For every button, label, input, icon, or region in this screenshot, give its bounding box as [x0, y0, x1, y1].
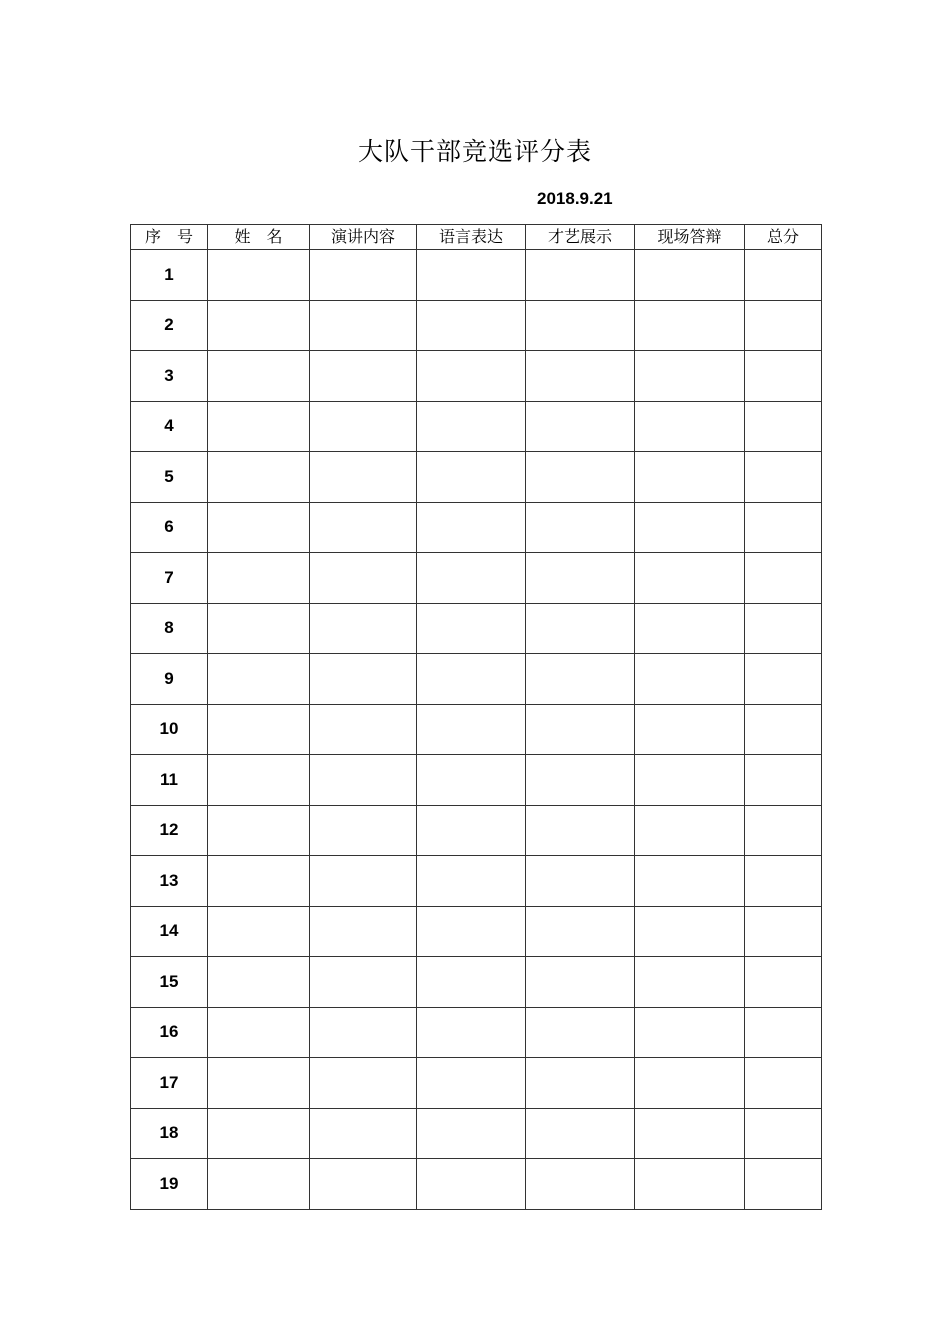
talent-show-cell[interactable]: [526, 351, 635, 402]
table-body: [131, 250, 822, 1210]
seq-cell: 17: [131, 1058, 208, 1109]
talent-show-cell[interactable]: [526, 654, 635, 705]
live-qa-cell[interactable]: [635, 502, 745, 553]
live-qa-cell[interactable]: [635, 856, 745, 907]
total-score-cell[interactable]: [745, 502, 822, 553]
language-expression-cell[interactable]: [417, 401, 526, 452]
language-expression-cell[interactable]: [417, 1058, 526, 1109]
seq-cell: 7: [131, 553, 208, 604]
table-row: [131, 603, 822, 654]
name-cell[interactable]: [208, 957, 310, 1008]
language-expression-cell[interactable]: [417, 856, 526, 907]
live-qa-cell[interactable]: [635, 250, 745, 301]
speech-content-cell[interactable]: [310, 502, 417, 553]
language-expression-cell[interactable]: [417, 300, 526, 351]
total-score-cell[interactable]: [745, 401, 822, 452]
total-score-cell[interactable]: [745, 603, 822, 654]
name-cell[interactable]: [208, 1007, 310, 1058]
speech-content-cell[interactable]: [310, 1058, 417, 1109]
table-row: [131, 250, 822, 301]
live-qa-cell[interactable]: [635, 755, 745, 806]
seq-cell: 6: [131, 502, 208, 553]
talent-show-cell[interactable]: [526, 856, 635, 907]
seq-cell: 4: [131, 401, 208, 452]
talent-show-cell[interactable]: [526, 1159, 635, 1210]
name-cell[interactable]: [208, 856, 310, 907]
name-cell[interactable]: [208, 1159, 310, 1210]
live-qa-cell[interactable]: [635, 553, 745, 604]
table-row: [131, 1108, 822, 1159]
live-qa-cell[interactable]: [635, 351, 745, 402]
header-total-score: 总分: [745, 225, 822, 250]
language-expression-cell[interactable]: [417, 654, 526, 705]
speech-content-cell[interactable]: [310, 1159, 417, 1210]
name-cell[interactable]: [208, 401, 310, 452]
seq-cell: 2: [131, 300, 208, 351]
talent-show-cell[interactable]: [526, 1058, 635, 1109]
name-cell[interactable]: [208, 906, 310, 957]
live-qa-cell[interactable]: [635, 1058, 745, 1109]
name-cell[interactable]: [208, 553, 310, 604]
total-score-cell[interactable]: [745, 1058, 822, 1109]
talent-show-cell[interactable]: [526, 1108, 635, 1159]
talent-show-cell[interactable]: [526, 553, 635, 604]
talent-show-cell[interactable]: [526, 704, 635, 755]
talent-show-cell[interactable]: [526, 603, 635, 654]
table-row: [131, 351, 822, 402]
live-qa-cell[interactable]: [635, 805, 745, 856]
header-name: 姓 名: [208, 225, 310, 250]
name-cell[interactable]: [208, 805, 310, 856]
language-expression-cell[interactable]: [417, 957, 526, 1008]
header-live-qa: 现场答辩: [635, 225, 745, 250]
language-expression-cell[interactable]: [417, 805, 526, 856]
speech-content-cell[interactable]: [310, 906, 417, 957]
speech-content-cell[interactable]: [310, 755, 417, 806]
document-date: 2018.9.21: [537, 189, 613, 208]
total-score-cell[interactable]: [745, 906, 822, 957]
live-qa-cell[interactable]: [635, 300, 745, 351]
name-cell[interactable]: [208, 1058, 310, 1109]
language-expression-cell[interactable]: [417, 452, 526, 503]
total-score-cell[interactable]: [745, 351, 822, 402]
language-expression-cell[interactable]: [417, 1159, 526, 1210]
total-score-cell[interactable]: [745, 654, 822, 705]
speech-content-cell[interactable]: [310, 1007, 417, 1058]
speech-content-cell[interactable]: [310, 401, 417, 452]
table-row: [131, 1058, 822, 1109]
language-expression-cell[interactable]: [417, 603, 526, 654]
table-row: [131, 1159, 822, 1210]
name-cell[interactable]: [208, 250, 310, 301]
name-cell[interactable]: [208, 603, 310, 654]
table-row: [131, 401, 822, 452]
speech-content-cell[interactable]: [310, 300, 417, 351]
header-language-expression: 语言表达: [417, 225, 526, 250]
table-row: [131, 452, 822, 503]
name-cell[interactable]: [208, 452, 310, 503]
live-qa-cell[interactable]: [635, 1159, 745, 1210]
total-score-cell[interactable]: [745, 300, 822, 351]
total-score-cell[interactable]: [745, 452, 822, 503]
total-score-cell[interactable]: [745, 856, 822, 907]
live-qa-cell[interactable]: [635, 603, 745, 654]
total-score-cell[interactable]: [745, 250, 822, 301]
header-seq: 序 号: [131, 225, 208, 250]
total-score-cell[interactable]: [745, 957, 822, 1008]
seq-cell: 1: [131, 250, 208, 301]
total-score-cell[interactable]: [745, 1159, 822, 1210]
seq-cell: 8: [131, 603, 208, 654]
seq-cell: 18: [131, 1108, 208, 1159]
live-qa-cell[interactable]: [635, 654, 745, 705]
speech-content-cell[interactable]: [310, 957, 417, 1008]
score-table: [130, 224, 822, 1210]
speech-content-cell[interactable]: [310, 250, 417, 301]
seq-cell: 19: [131, 1159, 208, 1210]
seq-cell: 9: [131, 654, 208, 705]
table-header-row: [131, 225, 822, 250]
table-row: [131, 805, 822, 856]
name-cell[interactable]: [208, 704, 310, 755]
name-cell[interactable]: [208, 300, 310, 351]
speech-content-cell[interactable]: [310, 805, 417, 856]
table-row: [131, 856, 822, 907]
seq-cell: 13: [131, 856, 208, 907]
speech-content-cell[interactable]: [310, 1108, 417, 1159]
language-expression-cell[interactable]: [417, 1007, 526, 1058]
table-row: [131, 300, 822, 351]
total-score-cell[interactable]: [745, 805, 822, 856]
seq-cell: 5: [131, 452, 208, 503]
talent-show-cell[interactable]: [526, 452, 635, 503]
header-speech-content: 演讲内容: [310, 225, 417, 250]
talent-show-cell[interactable]: [526, 250, 635, 301]
language-expression-cell[interactable]: [417, 250, 526, 301]
seq-cell: 16: [131, 1007, 208, 1058]
name-cell[interactable]: [208, 654, 310, 705]
talent-show-cell[interactable]: [526, 805, 635, 856]
live-qa-cell[interactable]: [635, 1007, 745, 1058]
name-cell[interactable]: [208, 755, 310, 806]
total-score-cell[interactable]: [745, 704, 822, 755]
speech-content-cell[interactable]: [310, 553, 417, 604]
talent-show-cell[interactable]: [526, 502, 635, 553]
live-qa-cell[interactable]: [635, 452, 745, 503]
language-expression-cell[interactable]: [417, 1108, 526, 1159]
language-expression-cell[interactable]: [417, 755, 526, 806]
table-row: [131, 906, 822, 957]
language-expression-cell[interactable]: [417, 502, 526, 553]
talent-show-cell[interactable]: [526, 957, 635, 1008]
live-qa-cell[interactable]: [635, 1108, 745, 1159]
total-score-cell[interactable]: [745, 755, 822, 806]
seq-cell: 12: [131, 805, 208, 856]
table-row: [131, 654, 822, 705]
speech-content-cell[interactable]: [310, 654, 417, 705]
speech-content-cell[interactable]: [310, 704, 417, 755]
name-cell[interactable]: [208, 502, 310, 553]
language-expression-cell[interactable]: [417, 351, 526, 402]
live-qa-cell[interactable]: [635, 906, 745, 957]
live-qa-cell[interactable]: [635, 957, 745, 1008]
speech-content-cell[interactable]: [310, 603, 417, 654]
speech-content-cell[interactable]: [310, 452, 417, 503]
talent-show-cell[interactable]: [526, 401, 635, 452]
speech-content-cell[interactable]: [310, 856, 417, 907]
table-row: [131, 755, 822, 806]
seq-cell: 11: [131, 755, 208, 806]
talent-show-cell[interactable]: [526, 300, 635, 351]
talent-show-cell[interactable]: [526, 906, 635, 957]
seq-cell: 3: [131, 351, 208, 402]
total-score-cell[interactable]: [745, 1007, 822, 1058]
table-row: [131, 957, 822, 1008]
seq-cell: 15: [131, 957, 208, 1008]
name-cell[interactable]: [208, 351, 310, 402]
total-score-cell[interactable]: [745, 553, 822, 604]
language-expression-cell[interactable]: [417, 906, 526, 957]
table-row: [131, 553, 822, 604]
speech-content-cell[interactable]: [310, 351, 417, 402]
table-row: [131, 1007, 822, 1058]
table-row: [131, 704, 822, 755]
live-qa-cell[interactable]: [635, 704, 745, 755]
talent-show-cell[interactable]: [526, 755, 635, 806]
language-expression-cell[interactable]: [417, 553, 526, 604]
name-cell[interactable]: [208, 1108, 310, 1159]
seq-cell: 14: [131, 906, 208, 957]
live-qa-cell[interactable]: [635, 401, 745, 452]
talent-show-cell[interactable]: [526, 1007, 635, 1058]
table-row: [131, 502, 822, 553]
seq-cell: 10: [131, 704, 208, 755]
total-score-cell[interactable]: [745, 1108, 822, 1159]
header-talent-show: 才艺展示: [526, 225, 635, 250]
page-title: 大队干部竞选评分表: [357, 137, 592, 166]
language-expression-cell[interactable]: [417, 704, 526, 755]
